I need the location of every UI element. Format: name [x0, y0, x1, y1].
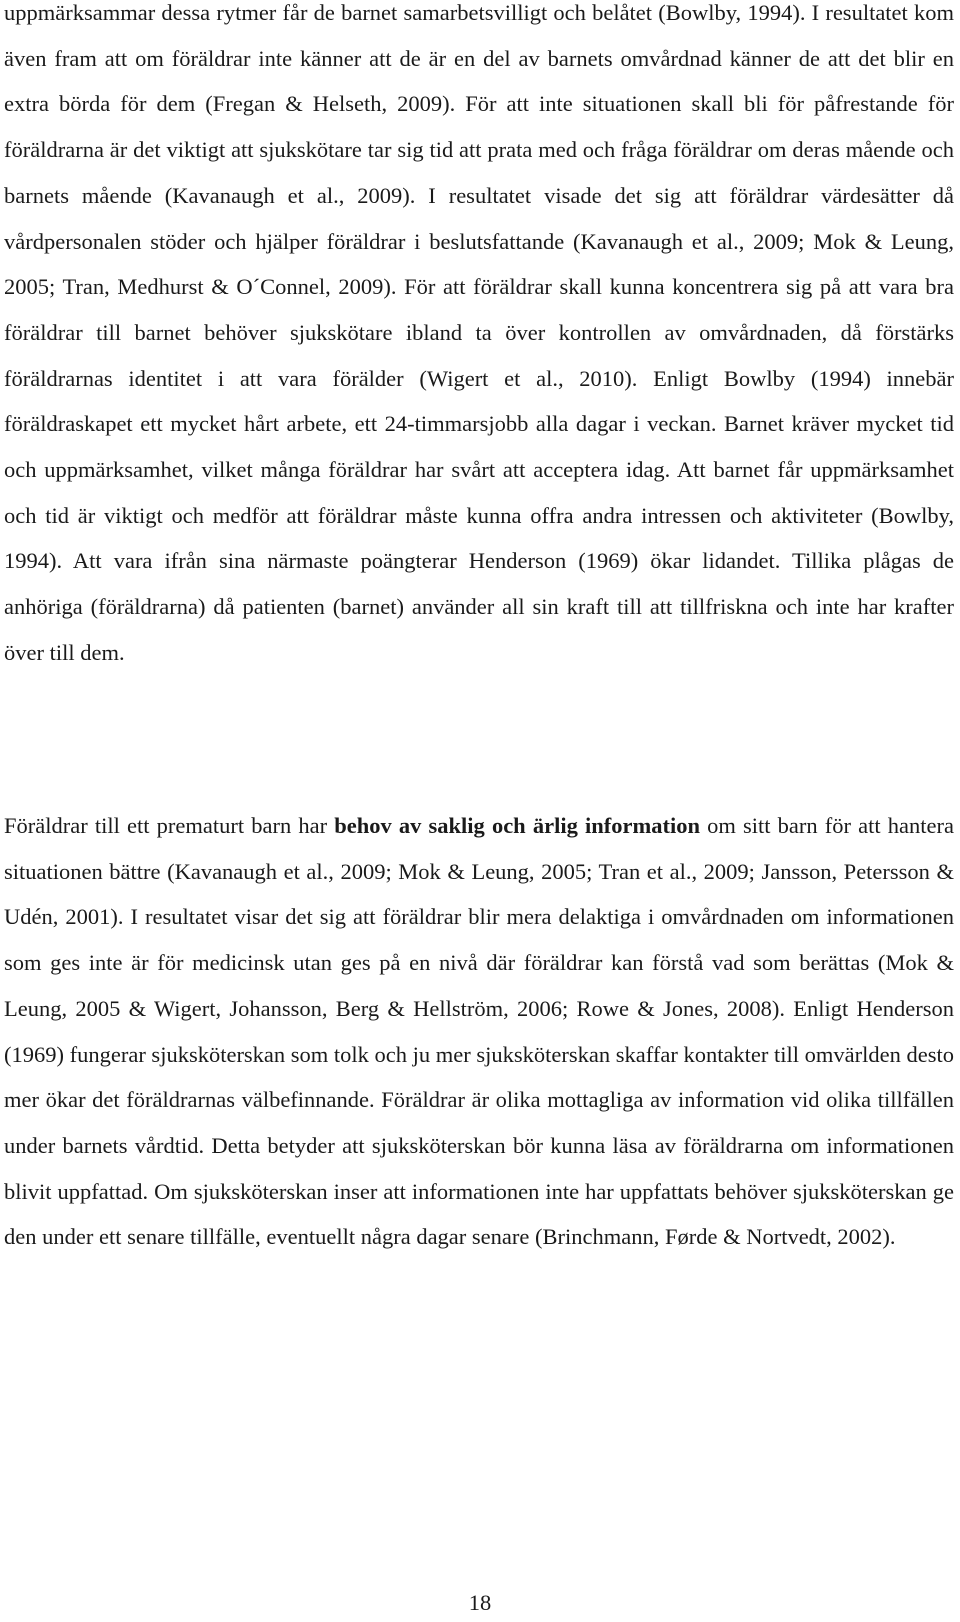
emphasized-text: behov av saklig och ärlig information [334, 813, 700, 838]
body-paragraph: uppmärksammar dessa rytmer får de barnet samarbetsvilligt och belåtet (Bowlby, 1994). I resultatet kom även fram att om föräldrar inte känner att de är en del av barnets omvårdnad känner de att det blir en extra börda för dem (Fregan & Helseth, 2009). För att inte situationen skall bli för påfrestande för föräldrarna är det viktigt att sjukskötare tar sig tid att prata med och fråga föräldrar om deras mående och barnets mående (Kavanaugh et al., 2009). I resultatet visade det sig att föräldrar värdesätter då vårdpersonalen stöder och hjälper föräldrar i beslutsfattande (Kavanaugh et al., 2009; Mok & Leung, 2005; Tran, Medhurst & O´Connel, 2009). För att föräldrar skall kunna koncentrera sig på att vara bra föräldrar till barnet behöver sjukskötare ibland ta över kontrollen av omvårdnaden, då förstärks föräldrarnas identitet i att vara förälder (Wigert et al., 2010). Enligt Bowlby (1994) innebär föräldraskapet ett mycket hårt arbete, ett 24-timmarsjobb alla dagar i veckan. Barnet kräver mycket tid och uppmärksamhet, vilket många föräldrar har svårt att acceptera idag. Att barnet får uppmärksamhet och tid är viktigt och medför att föräldrar måste kunna offra andra intressen och aktiviteter (Bowlby, 1994). Att vara ifrån sina närmaste poängterar Henderson (1969) ökar lidandet. Tillika plågas de anhöriga (föräldrarna) då patienten (barnet) använder all sin kraft till att tillfriskna och inte har krafter över till dem. [4, 0, 954, 665]
body-paragraph [4, 803, 954, 1260]
page-number: 18 [468, 1590, 492, 1615]
paragraph-text: om sitt barn för att hantera situationen bättre (Kavanaugh et al., 2009; Mok & Leung, 2005; Tran et al., 2009; Jansson, Petersson & Udén, 2001). I resultatet visar det sig att föräldrar blir mera delaktiga i omvårdnaden om informationen som ges inte är för medicinsk utan ges på en nivå där föräldrar kan förstå vad som berättas (Mok & Leung, 2005 & Wigert, Johansson, Berg & Hellström, 2006; Rowe & Jones, 2008). Enligt Henderson (1969) fungerar sjuksköterskan som tolk och ju mer sjuksköterskan skaffar kontakter till omvärlden desto mer ökar det föräldrarnas välbefinnande. Föräldrar är olika mottagliga av information vid olika tillfällen under barnets vårdtid. Detta betyder att sjuksköterskan bör kunna läsa av föräldrarna om informationen blivit uppfattad. Om sjuksköterskan inser att informationen inte har uppfattats behöver sjuksköterskan ge den under ett senare tillfälle, eventuellt några dagar senare (Brinchmann, Førde & Nortvedt, 2002). [4, 813, 954, 1250]
paragraph-text: Föräldrar till ett prematurt barn har [4, 813, 335, 838]
